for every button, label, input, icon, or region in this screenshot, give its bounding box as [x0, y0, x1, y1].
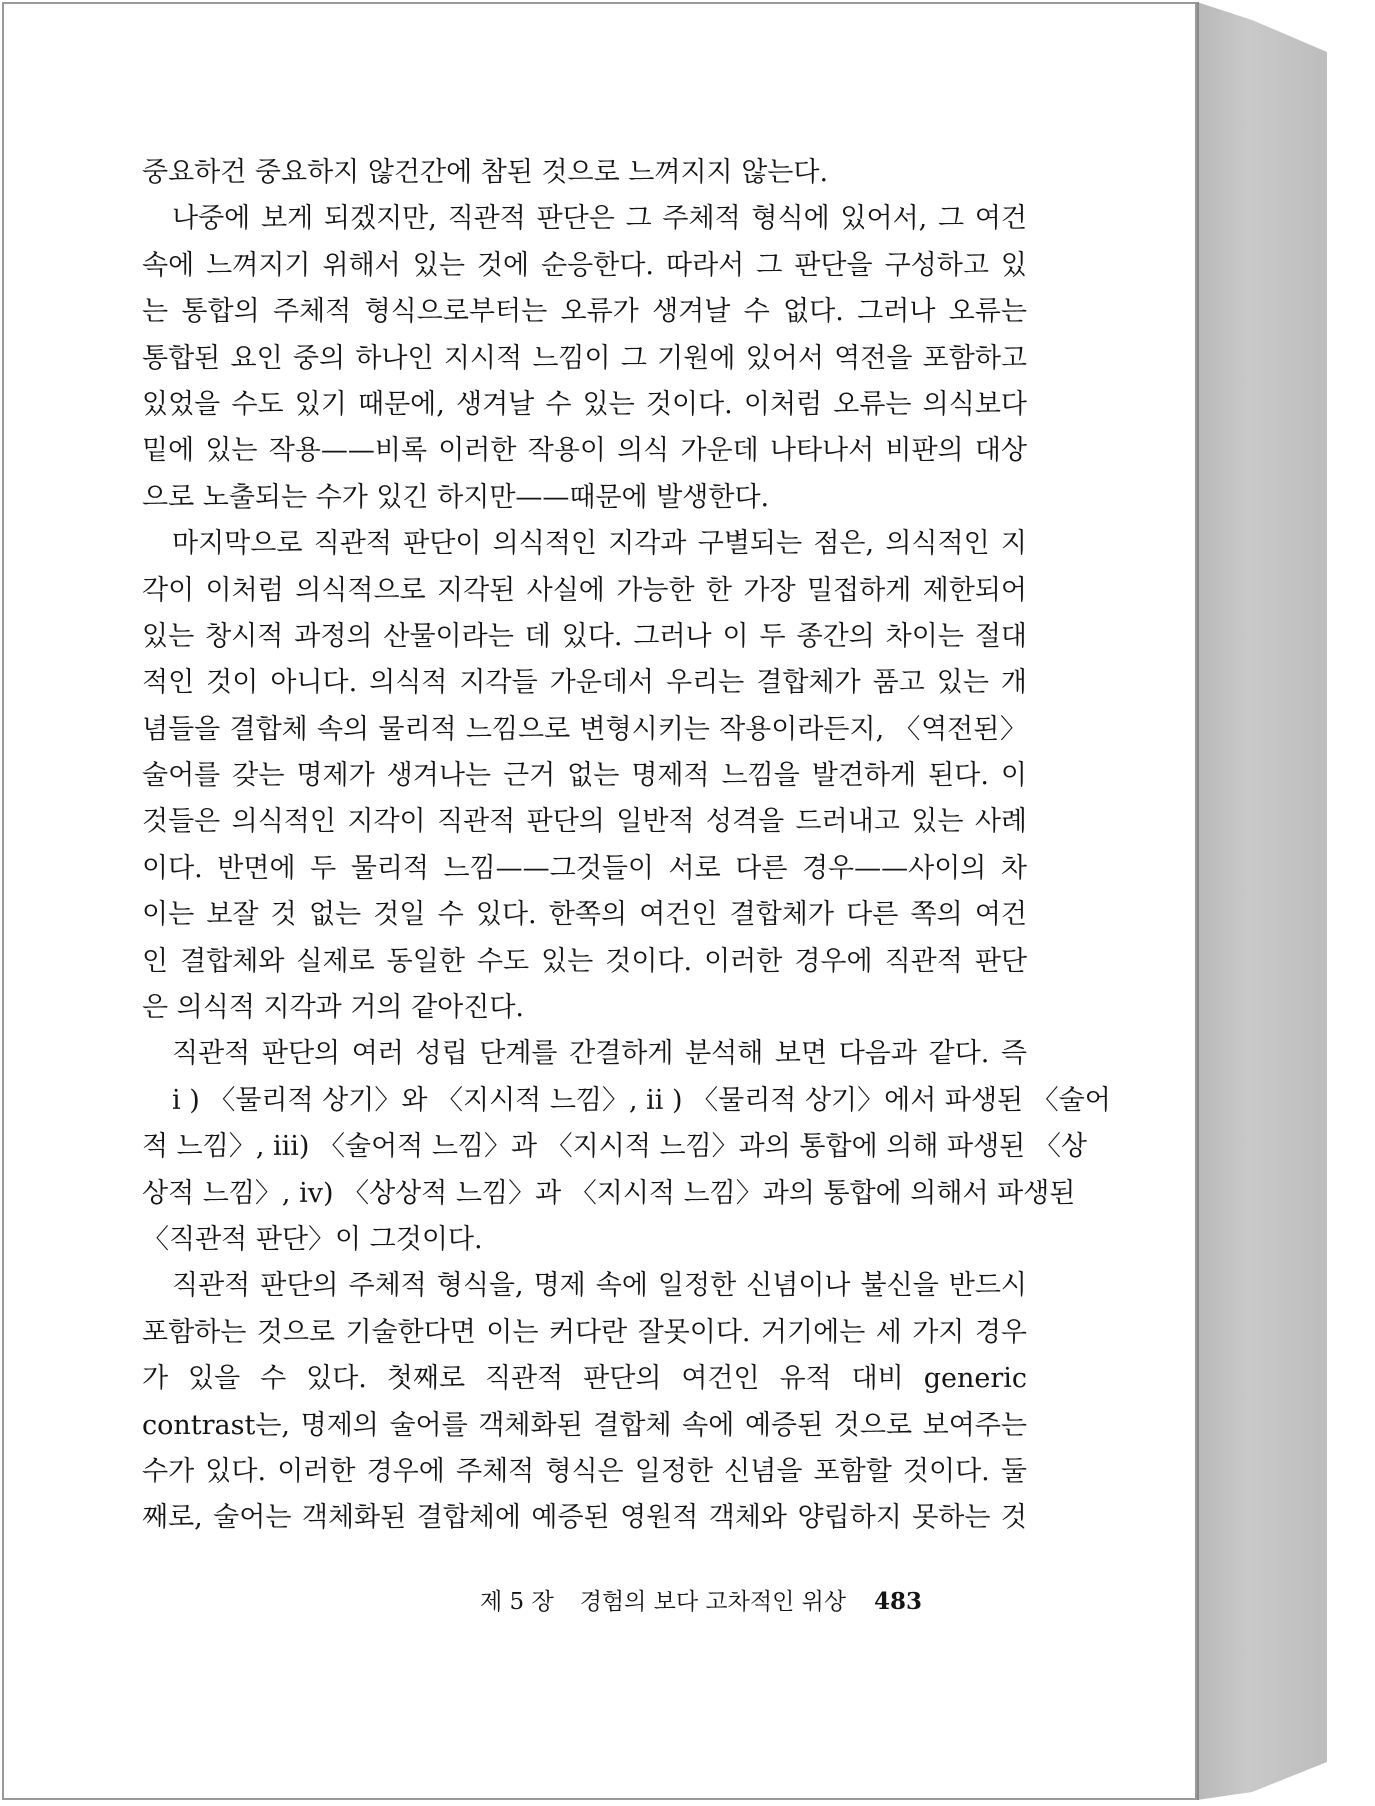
text-line: 상적 느낌〉, iv) 〈상상적 느낌〉과 〈지시적 느낌〉과의 통합에 의해서 파생된: [142, 1177, 1076, 1209]
page-number: 483: [874, 1588, 923, 1615]
text-line: 적인 것이 아니다. 의식적 지각들 가운데서 우리는 결합체가 품고 있는 개: [142, 667, 1027, 699]
text-line: 이다. 반면에 두 물리적 느낌——그것들이 서로 다른 경우——사이의 차: [142, 852, 1027, 884]
text-line: 속에 느껴지기 위해서 있는 것에 순응한다. 따라서 그 판단을 구성하고 있: [142, 249, 1027, 281]
text-line: 수가 있다. 이러한 경우에 주체적 형식은 일정한 신념을 포함할 것이다. 둘: [142, 1455, 1027, 1487]
text-line: 있었을 수도 있기 때문에, 생겨날 수 있는 것이다. 이처럼 오류는 의식보다: [142, 388, 1027, 420]
chapter-label: 제 5 장: [480, 1589, 554, 1615]
text-line: 는 통합의 주체적 형식으로부터는 오류가 생겨날 수 없다. 그러나 오류는: [142, 296, 1027, 328]
text-line: 마지막으로 직관적 판단이 의식적인 지각과 구별되는 점은, 의식적인 지: [172, 528, 1027, 560]
book-spine: [1197, 2, 1327, 1800]
text-line: 적 느낌〉, iii) 〈술어적 느낌〉과 〈지시적 느낌〉과의 통합에 의해 파생된 〈상: [142, 1131, 1087, 1163]
text-line: 중요하건 중요하지 않건간에 참된 것으로 느껴지지 않는다.: [142, 157, 829, 188]
text-line: 〈직관적 판단〉이 그것이다.: [142, 1223, 483, 1255]
text-line: 이는 보잘 것 없는 것일 수 있다. 한쪽의 여건인 결합체가 다른 쪽의 여건: [142, 899, 1027, 931]
text-line: 밑에 있는 작용——비록 이러한 작용이 의식 가운데 나타나서 비판의 대상: [142, 435, 1027, 467]
text-line: i ) 〈물리적 상기〉와 〈지시적 느낌〉, ii ) 〈물리적 상기〉에서 파생된 〈술어: [172, 1084, 1111, 1116]
text-line: 통합된 요인 중의 하나인 지시적 느낌이 그 기원에 있어서 역전을 포함하고: [142, 342, 1027, 374]
text-line: 은 의식적 지각과 거의 같아진다.: [142, 992, 524, 1024]
running-footer: [480, 1582, 1000, 1622]
text-line: 포함하는 것으로 기술한다면 이는 커다란 잘못이다. 거기에는 세 가지 경우: [142, 1316, 1027, 1348]
text-line: 각이 이처럼 의식적으로 지각된 사실에 가능한 한 가장 밀접하게 제한되어: [142, 574, 1027, 606]
text-line: 있는 창시적 과정의 산물이라는 데 있다. 그러나 이 두 종간의 차이는 절대: [142, 620, 1027, 652]
chapter-title: 경험의 보다 고차적인 위상: [579, 1589, 847, 1615]
text-line: 가 있을 수 있다. 첫째로 직관적 판단의 여건인 유적 대비 generic: [142, 1363, 1027, 1395]
text-line: 으로 노출되는 수가 있긴 하지만——때문에 발생한다.: [142, 481, 770, 513]
text-line: 인 결합체와 실제로 동일한 수도 있는 것이다. 이러한 경우에 직관적 판단: [142, 945, 1027, 977]
text-line: 째로, 술어는 객체화된 결합체에 예증된 영원적 객체와 양립하지 못하는 것: [142, 1502, 1027, 1534]
text-line: 술어를 갖는 명제가 생겨나는 근거 없는 명제적 느낌을 발견하게 된다. 이: [142, 760, 1027, 792]
text-line: 념들을 결합체 속의 물리적 느낌으로 변형시키는 작용이라든지, 〈역전된〉: [142, 713, 1027, 745]
text-line: 직관적 판단의 주체적 형식을, 명제 속에 일정한 신념이나 불신을 반드시: [172, 1270, 1027, 1302]
text-line: 것들은 의식적인 지각이 직관적 판단의 일반적 성격을 드러내고 있는 사례: [142, 806, 1027, 838]
text-line: 나중에 보게 되겠지만, 직관적 판단은 그 주체적 형식에 있어서, 그 여건: [172, 203, 1027, 235]
text-line: contrast는, 명제의 술어를 객체화된 결합체 속에 예증된 것으로 보여주는: [142, 1409, 1027, 1441]
body-text: [142, 150, 1111, 1542]
text-line: 직관적 판단의 여러 성립 단계를 간결하게 분석해 보면 다음과 같다. 즉: [172, 1038, 1027, 1070]
book-spine-edge: [1197, 2, 1199, 1800]
